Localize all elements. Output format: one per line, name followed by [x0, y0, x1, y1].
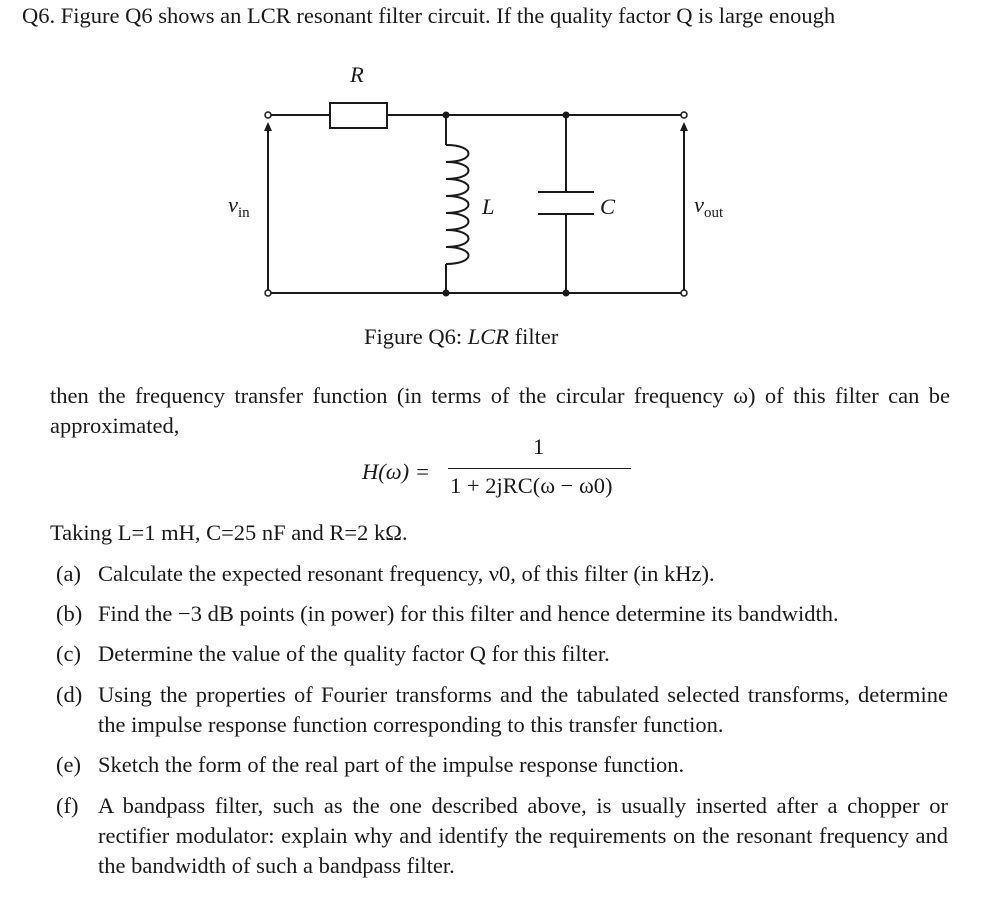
part-label: (b)	[56, 601, 83, 626]
transfer-paragraph: then the frequency transfer function (in terms of the circular frequency ω) of this filter can be approximated,	[50, 383, 950, 438]
part-label: (f)	[56, 793, 79, 818]
part-label: (e)	[56, 752, 81, 777]
vout-arrow-head	[680, 122, 688, 131]
vin-arrow-head	[264, 122, 272, 131]
inductor-coil	[446, 145, 469, 264]
values-statement: Taking L=1 mH, C=25 nF and R=2 kΩ.	[50, 520, 408, 545]
label-R: R	[350, 62, 364, 87]
part-text: Determine the value of the quality factor Q for this filter.	[98, 641, 610, 666]
circuit-diagram	[0, 0, 1005, 360]
figure-caption: Figure Q6: LCR filter	[364, 324, 559, 349]
question-intro: Q6. Figure Q6 shows an LCR resonant filter circuit. If the quality factor Q is large enough	[22, 3, 836, 28]
label-vout: $v_{out}$	[694, 192, 724, 221]
junction-dot	[563, 112, 570, 119]
terminal	[681, 290, 687, 296]
equation-lhs: H(ω) =	[362, 459, 430, 484]
terminal	[265, 112, 271, 118]
part-text: Calculate the expected resonant frequency, ν0, of this filter (in kHz).	[98, 561, 715, 586]
part-label: (d)	[56, 682, 83, 707]
part-label: (a)	[56, 561, 81, 586]
junction-dot	[443, 112, 450, 119]
terminal	[681, 112, 687, 118]
resistor	[330, 103, 387, 128]
label-C: C	[600, 194, 616, 219]
part-text: A bandpass filter, such as the one described above, is usually inserted after a chopper or rectifier modulator: explain why and identify the requirements on the resonant frequency and the bandwidth of such a bandpass filter.	[98, 793, 948, 878]
part-text: Using the properties of Fourier transforms and the tabulated selected transforms, determine the impulse response function corresponding to this transfer function.	[98, 682, 948, 737]
junction-dot	[563, 290, 570, 297]
fraction-bar	[448, 468, 631, 469]
label-L: L	[482, 194, 495, 219]
junction-dot	[443, 290, 450, 297]
equation-numerator: 1	[533, 434, 545, 459]
terminal	[265, 290, 271, 296]
equation-denominator: 1 + 2jRC(ω − ω0)	[450, 473, 613, 498]
part-text: Find the −3 dB points (in power) for this filter and hence determine its bandwidth.	[98, 601, 839, 626]
label-vin: $v_{in}$	[228, 192, 250, 221]
part-label: (c)	[56, 641, 81, 666]
part-text: Sketch the form of the real part of the impulse response function.	[98, 752, 685, 777]
